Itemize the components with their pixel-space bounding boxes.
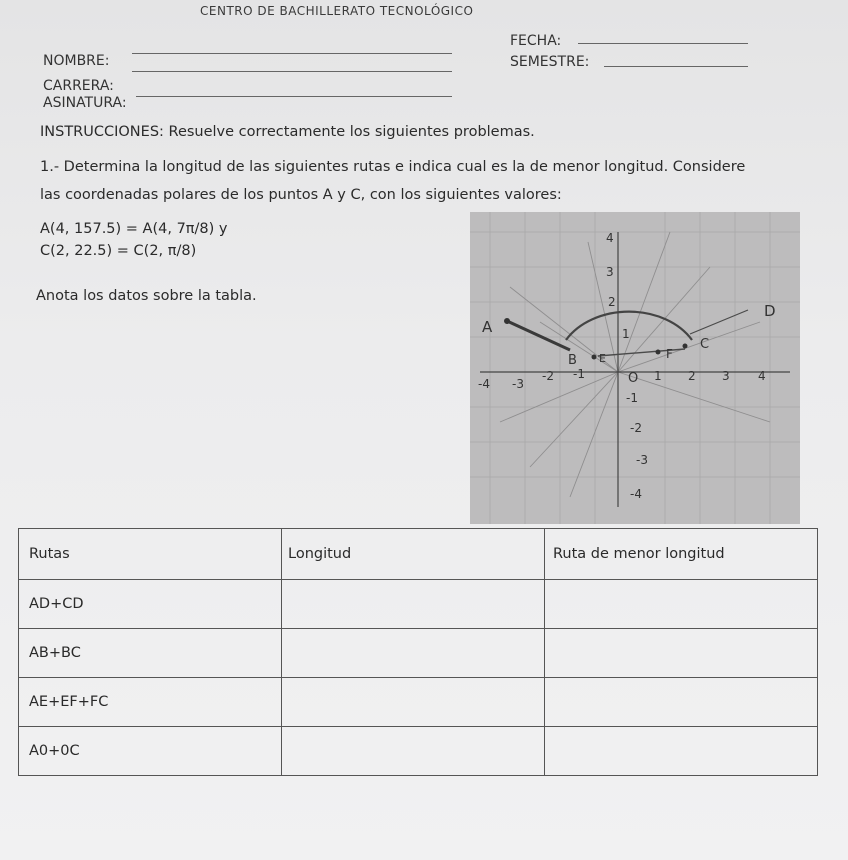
shortest-cell[interactable] — [545, 727, 818, 776]
label-e: E — [599, 352, 606, 365]
table-row — [19, 629, 818, 678]
routes-table — [18, 528, 818, 776]
route-cell: A0+0C — [19, 727, 282, 776]
x-tick: 1 — [654, 369, 662, 383]
y-tick: -1 — [626, 391, 638, 405]
label-f: F — [666, 347, 673, 361]
semestre-label: SEMESTRE: — [510, 54, 590, 70]
table-row — [19, 678, 818, 727]
fecha-line[interactable] — [578, 43, 748, 44]
label-d: D — [764, 302, 776, 320]
coordinate-c: C(2, 22.5) = C(2, π/8) — [40, 243, 197, 259]
point-e — [592, 355, 597, 360]
asignatura-label: ASINATURA: — [43, 95, 127, 111]
header-longitud: Longitud — [282, 529, 545, 580]
y-tick: -2 — [630, 421, 642, 435]
y-tick: -4 — [630, 487, 642, 501]
y-tick: 1 — [622, 327, 630, 341]
table-header-row — [19, 529, 818, 580]
table-note: Anota los datos sobre la tabla. — [36, 288, 257, 304]
nombre-label: NOMBRE: — [43, 53, 110, 69]
route-cell: AB+BC — [19, 629, 282, 678]
length-cell[interactable] — [282, 678, 545, 727]
x-tick: 3 — [722, 369, 730, 383]
y-tick: 2 — [608, 295, 616, 309]
x-tick: -1 — [573, 367, 585, 381]
x-tick: -2 — [542, 369, 554, 383]
asignatura-line[interactable] — [136, 96, 452, 97]
label-b: B — [568, 353, 577, 368]
x-tick: 2 — [688, 369, 696, 383]
polar-graph-photo — [470, 212, 800, 524]
route-cell: AE+EF+FC — [19, 678, 282, 727]
shortest-cell[interactable] — [545, 678, 818, 727]
table-row — [19, 727, 818, 776]
point-a — [504, 318, 510, 324]
school-header: CENTRO DE BACHILLERATO TECNOLÓGICO — [200, 4, 474, 18]
table-row — [19, 580, 818, 629]
nombre-line[interactable] — [132, 53, 452, 54]
problem-line-2: las coordenadas polares de los puntos A y C, con los siguientes valores: — [40, 187, 562, 203]
problem-line-1: 1.- Determina la longitud de las siguientes rutas e indica cual es la de menor longitud. Considere — [40, 159, 746, 175]
semestre-line[interactable] — [604, 66, 748, 67]
length-cell[interactable] — [282, 580, 545, 629]
x-tick: -4 — [478, 377, 490, 391]
carrera-label: CARRERA: — [43, 78, 114, 94]
carrera-line[interactable] — [132, 71, 452, 72]
polar-graph — [470, 212, 800, 524]
x-tick: 4 — [758, 369, 766, 383]
length-cell[interactable] — [282, 727, 545, 776]
instructions: INSTRUCCIONES: Resuelve correctamente los siguientes problemas. — [40, 124, 535, 140]
shortest-cell[interactable] — [545, 580, 818, 629]
y-tick: 3 — [606, 265, 614, 279]
y-tick: -3 — [636, 453, 648, 467]
point-c — [683, 344, 688, 349]
fecha-label: FECHA: — [510, 33, 562, 49]
shortest-cell[interactable] — [545, 629, 818, 678]
point-f — [656, 350, 661, 355]
y-tick: 4 — [606, 231, 614, 245]
coordinate-a: A(4, 157.5) = A(4, 7π/8) y — [40, 221, 228, 237]
label-a: A — [482, 318, 493, 336]
label-c: C — [700, 337, 710, 352]
header-menor: Ruta de menor longitud — [545, 529, 818, 580]
header-rutas: Rutas — [19, 529, 282, 580]
length-cell[interactable] — [282, 629, 545, 678]
route-cell: AD+CD — [19, 580, 282, 629]
x-tick: -3 — [512, 377, 524, 391]
label-o: O — [628, 371, 639, 386]
